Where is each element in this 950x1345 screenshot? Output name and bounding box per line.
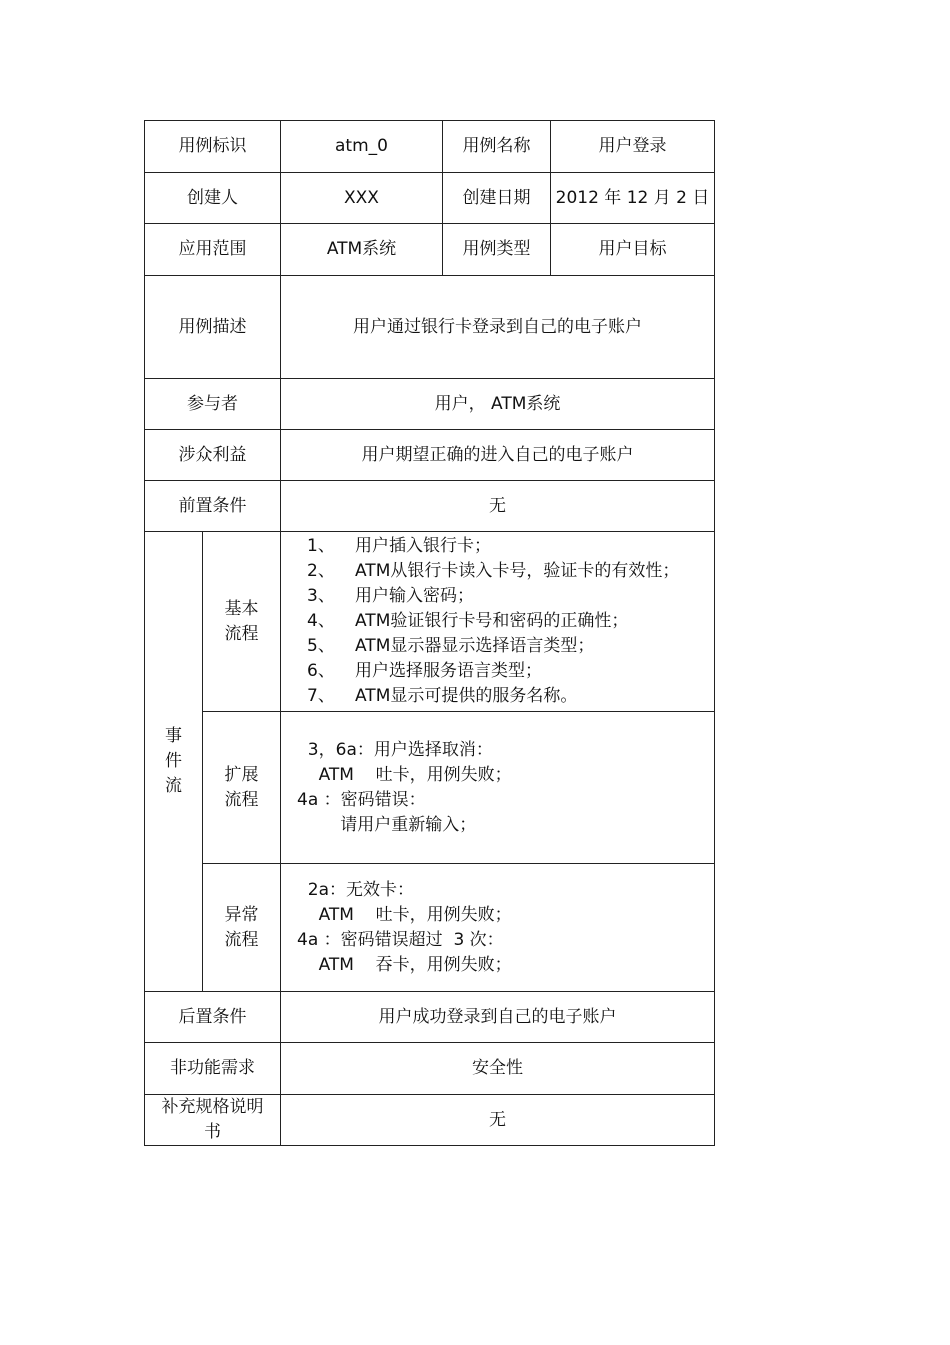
table-row — [145, 1095, 715, 1146]
event-flow-char: 件 — [165, 751, 182, 771]
exception-flow-label: 异常 流程 — [203, 864, 281, 992]
use-case-id-value: atm_0 — [281, 121, 443, 173]
use-case-type-value: 用户目标 — [551, 224, 715, 276]
basic-flow-label: 基本 流程 — [203, 532, 281, 712]
table-row — [145, 532, 715, 712]
list-item: 2、 ATM从银行卡读入卡号，验证卡的有效性； — [307, 561, 680, 581]
use-case-name-value: 用户登录 — [551, 121, 715, 173]
table-row — [145, 864, 715, 992]
table-row — [145, 712, 715, 864]
scope-value: ATM系统 — [281, 224, 443, 276]
table-row — [145, 224, 715, 276]
list-item: 4、 ATM验证银行卡号和密码的正确性； — [307, 611, 629, 631]
created-date-value: 2012 年 12 月 2 日 — [551, 173, 715, 224]
flow-line: 4a ：密码错误： — [297, 789, 426, 810]
use-case-type-label: 用例类型 — [443, 224, 551, 276]
exception-flow-content — [281, 864, 715, 992]
table-row — [145, 173, 715, 224]
description-label: 用例描述 — [145, 276, 281, 379]
extended-flow-label: 扩展 流程 — [203, 712, 281, 864]
list-item: 7、 ATM显示可提供的服务名称。 — [307, 686, 578, 706]
flow-line: 4a ：密码错误超过 3 次： — [297, 929, 504, 950]
list-item: 6、 用户选择服务语言类型； — [307, 661, 542, 681]
creator-value: XXX — [281, 173, 443, 224]
precondition-label: 前置条件 — [145, 481, 281, 532]
list-item: 1、 用户插入银行卡； — [307, 536, 491, 556]
creator-label: 创建人 — [145, 173, 281, 224]
supplementary-spec-value: 无 — [281, 1095, 715, 1146]
use-case-name-label: 用例名称 — [443, 121, 551, 173]
use-case-id-label: 用例标识 — [145, 121, 281, 173]
postcondition-value: 用户成功登录到自己的电子账户 — [281, 992, 715, 1043]
extended-flow-content — [281, 712, 715, 864]
flow-line: ATM 吞卡，用例失败； — [297, 954, 512, 975]
event-flow-label — [145, 532, 203, 992]
use-case-table — [144, 120, 715, 1146]
event-flow-char: 流 — [165, 776, 182, 796]
actors-label: 参与者 — [145, 379, 281, 430]
flow-line: 2a：无效卡： — [297, 879, 415, 900]
table-row — [145, 379, 715, 430]
table-row — [145, 121, 715, 173]
basic-flow-steps — [281, 532, 715, 712]
actors-value: 用户， ATM系统 — [281, 379, 715, 430]
precondition-value: 无 — [281, 481, 715, 532]
nonfunctional-value: 安全性 — [281, 1043, 715, 1095]
table-row — [145, 276, 715, 379]
table-row — [145, 992, 715, 1043]
flow-line: ATM 吐卡，用例失败； — [297, 904, 512, 925]
flow-line: 请用户重新输入； — [297, 814, 477, 835]
table-row — [145, 481, 715, 532]
scope-label: 应用范围 — [145, 224, 281, 276]
list-item: 5、 ATM显示器显示选择语言类型； — [307, 636, 595, 656]
supplementary-spec-label: 补充规格说明 书 — [145, 1095, 281, 1146]
table-row — [145, 430, 715, 481]
description-value: 用户通过银行卡登录到自己的电子账户 — [281, 276, 715, 379]
flow-line: 3，6a：用户选择取消： — [297, 739, 493, 760]
event-flow-char: 事 — [165, 726, 182, 746]
stakeholder-interest-label: 涉众利益 — [145, 430, 281, 481]
postcondition-label: 后置条件 — [145, 992, 281, 1043]
stakeholder-interest-value: 用户期望正确的进入自己的电子账户 — [281, 430, 715, 481]
created-date-label: 创建日期 — [443, 173, 551, 224]
list-item: 3、 用户输入密码； — [307, 586, 474, 606]
nonfunctional-label: 非功能需求 — [145, 1043, 281, 1095]
table-row — [145, 1043, 715, 1095]
flow-line: ATM 吐卡，用例失败； — [297, 764, 512, 785]
